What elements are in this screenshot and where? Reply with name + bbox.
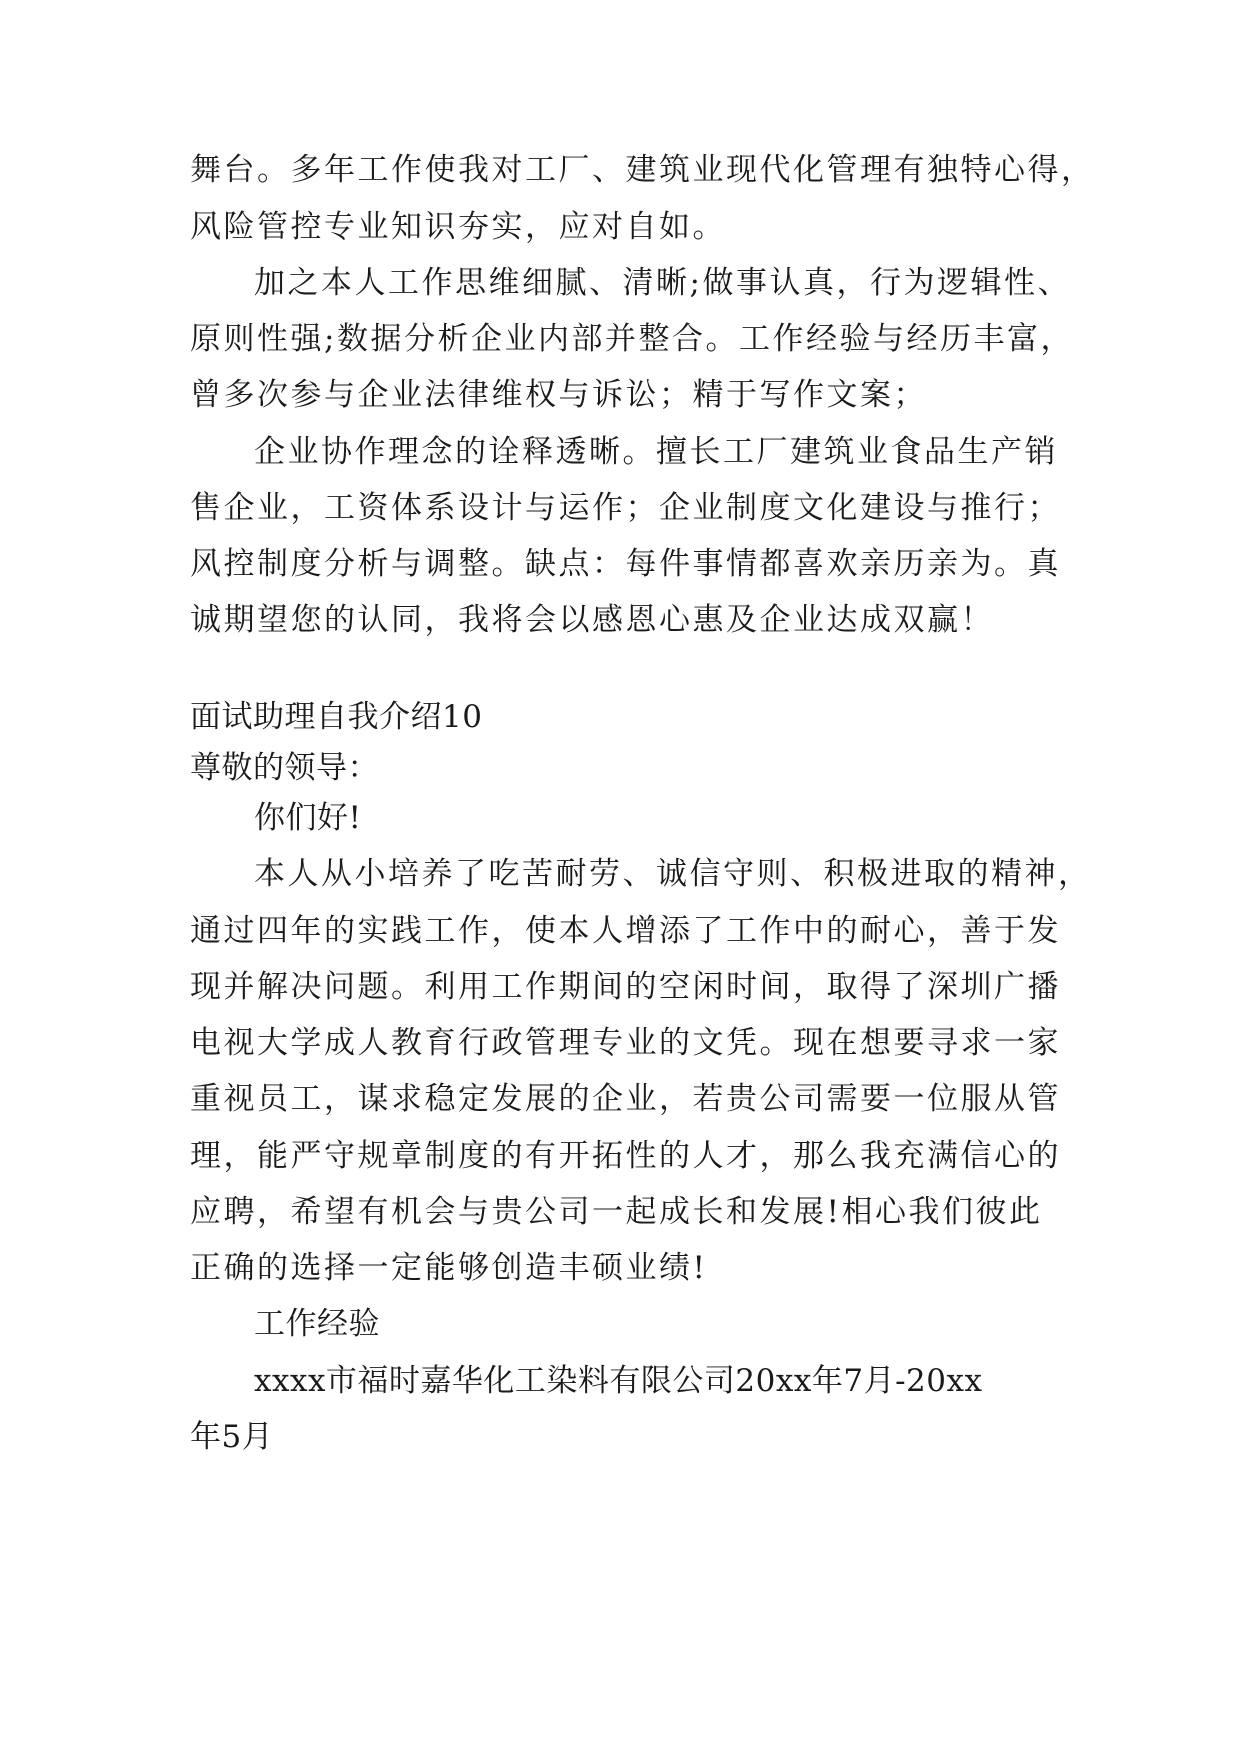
paragraph-line: 重视员工，谋求稳定发展的企业，若贵公司需要一位服从管 (190, 1081, 1061, 1117)
section-heading: 面试助理自我介绍10 (190, 699, 483, 735)
paragraph-line: 通过四年的实践工作，使本人增添了工作中的耐心，善于发 (190, 913, 1061, 949)
work-experience-line: xxxx市福时嘉华化工染料有限公司20xx年7月-20xx (254, 1363, 983, 1399)
paragraph-line: 舞台。多年工作使我对工厂、建筑业现代化管理有独特心得， (190, 152, 1095, 188)
paragraph-line: 正确的选择一定能够创造丰硕业绩! (190, 1250, 708, 1286)
paragraph-line: 本人从小培养了吃苦耐劳、诚信守则、积极进取的精神， (254, 856, 1092, 892)
paragraph-line: 加之本人工作思维细腻、清晰;做事认真，行为逻辑性、 (254, 265, 1071, 301)
paragraph-line: 风控制度分析与调整。缺点：每件事情都喜欢亲历亲为。真 (190, 546, 1061, 582)
greeting: 你们好! (254, 800, 362, 836)
paragraph-line: 现并解决问题。利用工作期间的空闲时间，取得了深圳广播 (190, 969, 1061, 1005)
paragraph-line: 理，能严守规章制度的有开拓性的人才，那么我充满信心的 (190, 1138, 1061, 1174)
paragraph-line: 诚期望您的认同，我将会以感恩心惠及企业达成双赢！ (190, 602, 994, 638)
paragraph-line: 售企业，工资体系设计与运作；企业制度文化建设与推行； (190, 490, 1061, 526)
paragraph-line: 电视大学成人教育行政管理专业的文凭。现在想要寻求一家 (190, 1025, 1061, 1061)
work-experience-heading: 工作经验 (254, 1306, 380, 1342)
salutation: 尊敬的领导： (190, 750, 379, 786)
paragraph-line: 风险管控专业知识夯实，应对自如。 (190, 209, 726, 245)
paragraph-line: 应聘，希望有机会与贵公司一起成长和发展!相心我们彼此 (190, 1194, 1043, 1230)
work-experience-line: 年5月 (190, 1419, 274, 1455)
paragraph-line: 企业协作理念的诠释透晰。擅长工厂建筑业食品生产销 (254, 434, 1058, 470)
paragraph-line: 原则性强;数据分析企业内部并整合。工作经验与经历丰富， (190, 321, 1074, 357)
paragraph-line: 曾多次参与企业法律维权与诉讼；精于写作文案； (190, 377, 927, 413)
